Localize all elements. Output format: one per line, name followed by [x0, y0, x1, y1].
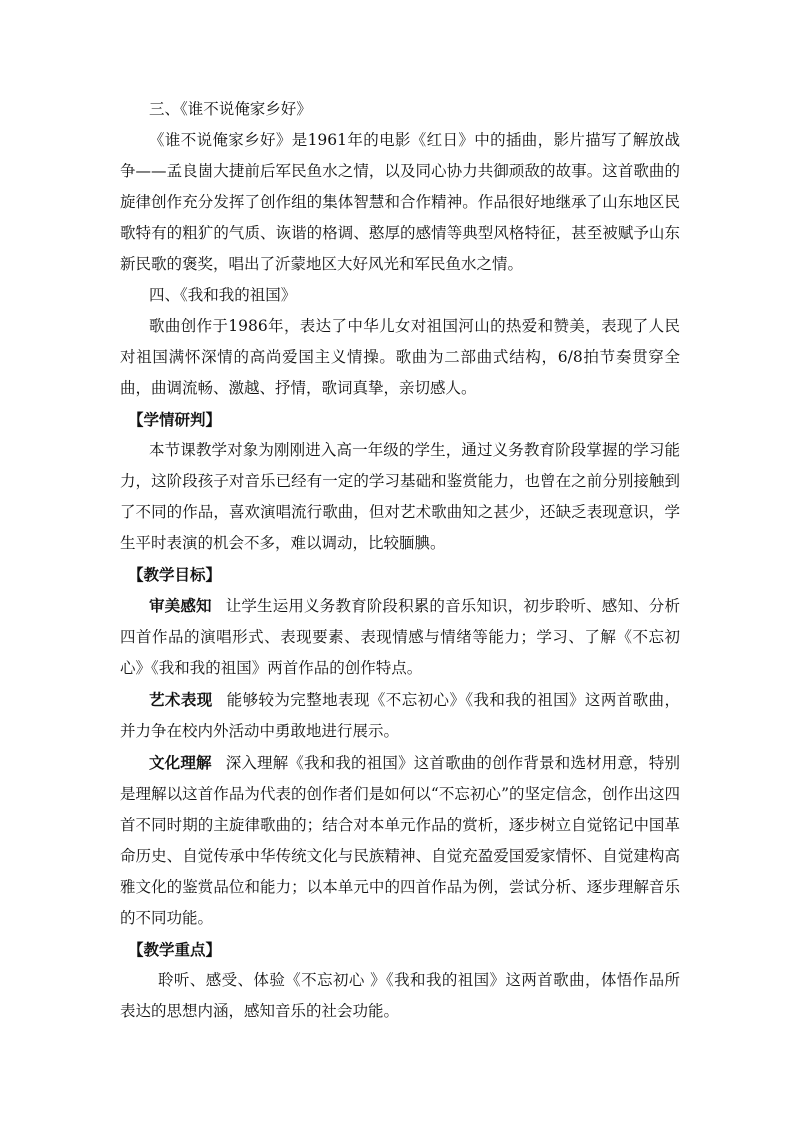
goal-performance-label: 艺术表现	[149, 690, 213, 709]
goal-aesthetic-label: 审美感知	[149, 596, 212, 615]
mubiao-heading: 【教学目标】	[128, 565, 222, 584]
goal-culture	[120, 747, 680, 934]
goal-aesthetic-text: 让学生运用义务教育阶段积累的音乐知识，初步聆听、感知、分析四首作品的演唱形式、表现要素、表现情感与情绪等能力；学习、了解《不忘初心》《我和我的祖国》两首作品的创作特点。	[120, 597, 680, 677]
goal-performance-text: 能够较为完整地表现《不忘初心》《我和我的祖国》这两首歌曲，并力争在校内外活动中勇敢地进行展示。	[120, 691, 680, 740]
goal-aesthetic	[120, 590, 680, 684]
document-page	[120, 94, 680, 1027]
section-3-title: 三、《谁不说俺家乡好》	[149, 100, 312, 118]
zhongdian-heading: 【教学重点】	[128, 940, 222, 959]
goal-culture-text: 深入理解《我和我的祖国》这首歌曲的创作背景和选材用意，特别是理解以这首作品为代表的创作者们是如何以“不忘初心”的坚定信念，创作出这四首不同时期的主旋律歌曲的；结合对本单元作品的赏析，逐步树立自觉铭记中国革命历史、自觉传承中华传统文化与民族精神、自觉充盈爱国爱家情怀、自觉建构高雅文化的鉴赏品位和能力；以本单元中的四首作品为例，尝试分析、逐步理解音乐的不同功能。	[120, 754, 680, 927]
goal-performance	[120, 684, 680, 747]
section-4-title: 四、《我和我的祖国》	[149, 286, 297, 304]
xueqing-body: 本节课教学对象为刚刚进入高一年级的学生，通过义务教育阶段掌握的学习能力，这阶段孩子对音乐已经有一定的学习基础和鉴赏能力，也曾在之前分别接触到了不同的作品，喜欢演唱流行歌曲，但对艺术歌曲知之甚少，还缺乏表现意识，学生平时表演的机会不多，难以调动，比较腼腆。	[120, 441, 680, 552]
section-3-body: 《谁不说俺家乡好》是1961年的电影《红日》中的插曲，影片描写了解放战争——孟良崮大捷前后军民鱼水之情，以及同心协力共御顽敌的故事。这首歌曲的旋律创作充分发挥了创作组的集体智慧和合作精神。作品很好地继承了山东地区民歌特有的粗犷的气质、诙谐的格调、憨厚的感情等典型风格特征，甚至被赋予山东新民歌的褒奖，唱出了沂蒙地区大好风光和军民鱼水之情。	[120, 131, 680, 273]
xueqing-heading: 【学情研判】	[128, 410, 222, 429]
zhongdian-body: 聆听、感受、体验《不忘初心 》《我和我的祖国》这两首歌曲，体悟作品所表达的思想内涵，感知音乐的社会功能。	[120, 971, 680, 1020]
goal-culture-label: 文化理解	[149, 753, 212, 772]
section-4-body: 歌曲创作于1986年，表达了中华儿女对祖国河山的热爱和赞美，表现了人民对祖国满怀深情的高尚爱国主义情操。歌曲为二部曲式结构，6/8拍节奏贯穿全曲，曲调流畅、激越、抒情，歌词真挚，亲切感人。	[120, 317, 680, 397]
